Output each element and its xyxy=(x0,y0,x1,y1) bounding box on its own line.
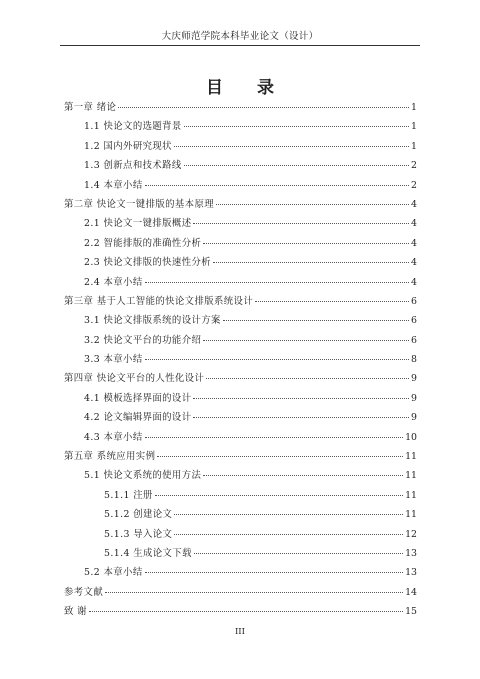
toc-entry-title: 1.2 国内外研究现状 xyxy=(84,140,172,152)
toc-entry-page: 13 xyxy=(405,547,417,559)
toc-entry xyxy=(64,506,417,525)
toc-entry-title: 2.2 智能排版的准确性分析 xyxy=(84,237,202,249)
toc-entry-page: 11 xyxy=(405,470,417,482)
toc-entry-title: 5.1 快论文系统的使用方法 xyxy=(84,470,202,482)
toc-entry xyxy=(64,254,417,273)
page-number: III xyxy=(234,627,246,637)
toc-entry-page: 15 xyxy=(405,606,417,618)
toc-entry-page: 6 xyxy=(411,295,417,307)
toc-entry-page: 4 xyxy=(411,276,417,288)
toc-dot-leader xyxy=(118,107,409,108)
toc-entry xyxy=(64,235,417,254)
toc-entry-title: 4.1 模板选择界面的设计 xyxy=(84,392,192,404)
toc-entry xyxy=(64,99,417,118)
toc-entry-title: 参考文献 xyxy=(64,586,104,598)
toc-dot-leader xyxy=(174,146,409,147)
toc-entry-page: 10 xyxy=(405,431,417,443)
toc-entry-title: 第四章 快论文平台的人性化设计 xyxy=(64,373,205,385)
toc-entry-page: 6 xyxy=(411,334,417,346)
toc-entry xyxy=(64,429,417,448)
toc-dot-leader xyxy=(216,204,409,205)
toc-dot-leader xyxy=(203,243,409,244)
toc-dot-leader xyxy=(145,359,409,360)
toc-entry-title: 5.1.1 注册 xyxy=(104,489,153,501)
toc-entry-page: 4 xyxy=(411,198,417,210)
toc-entry-title: 4.3 本章小结 xyxy=(84,431,143,443)
toc-entry-title: 3.2 快论文平台的功能介绍 xyxy=(84,334,202,346)
toc-entry xyxy=(64,332,417,351)
toc-entry xyxy=(64,409,417,428)
toc-dot-leader xyxy=(223,320,409,321)
toc-entry-title: 2.3 快论文排版的快速性分析 xyxy=(84,257,212,269)
toc-dot-leader xyxy=(206,378,409,379)
header-rule xyxy=(60,45,420,46)
toc-entry-title: 4.2 论文编辑界面的设计 xyxy=(84,412,192,424)
toc-entry-page: 2 xyxy=(411,160,417,172)
toc-dot-leader xyxy=(203,475,403,476)
toc-entry xyxy=(64,351,417,370)
toc-entry xyxy=(64,545,417,564)
toc-dot-leader xyxy=(145,572,403,573)
toc-dot-leader xyxy=(157,456,403,457)
toc-entry xyxy=(64,526,417,545)
toc-entry xyxy=(64,370,417,389)
toc-entry xyxy=(64,118,417,137)
toc-entry-page: 11 xyxy=(405,509,417,521)
table-of-contents xyxy=(64,99,417,623)
toc-entry-page: 14 xyxy=(405,586,417,598)
toc-entry-title: 第五章 系统应用实例 xyxy=(64,451,156,463)
toc-dot-leader xyxy=(213,262,409,263)
toc-entry xyxy=(64,467,417,486)
toc-dot-leader xyxy=(184,165,409,166)
toc-entry xyxy=(64,293,417,312)
toc-dot-leader xyxy=(184,126,409,127)
toc-entry-page: 9 xyxy=(411,412,417,424)
toc-entry-page: 1 xyxy=(411,140,417,152)
toc-entry-page: 12 xyxy=(405,528,417,540)
toc-entry-title: 5.1.4 生成论文下载 xyxy=(104,547,192,559)
toc-entry-page: 6 xyxy=(411,315,417,327)
toc-dot-leader xyxy=(255,301,409,302)
toc-dot-leader xyxy=(89,611,403,612)
toc-entry-title: 第三章 基于人工智能的快论文排版系统设计 xyxy=(64,295,254,307)
toc-entry-page: 13 xyxy=(405,567,417,579)
toc-entry xyxy=(64,274,417,293)
toc-entry xyxy=(64,603,417,622)
toc-entry-page: 2 xyxy=(411,179,417,191)
toc-dot-leader xyxy=(105,592,403,593)
toc-dot-leader xyxy=(145,437,403,438)
toc-entry-title: 2.4 本章小结 xyxy=(84,276,143,288)
toc-entry xyxy=(64,390,417,409)
toc-entry xyxy=(64,584,417,603)
toc-dot-leader xyxy=(145,282,409,283)
toc-entry-page: 8 xyxy=(411,354,417,366)
toc-entry xyxy=(64,157,417,176)
toc-dot-leader xyxy=(193,398,409,399)
toc-dot-leader xyxy=(174,534,403,535)
toc-dot-leader xyxy=(145,185,409,186)
toc-dot-leader xyxy=(174,514,403,515)
toc-entry-title: 1.3 创新点和技术路线 xyxy=(84,160,182,172)
toc-entry-page: 4 xyxy=(411,257,417,269)
toc-entry-page: 11 xyxy=(405,451,417,463)
toc-dot-leader xyxy=(193,417,409,418)
toc-entry xyxy=(64,138,417,157)
toc-dot-leader xyxy=(194,553,403,554)
toc-entry xyxy=(64,215,417,234)
running-header: 大庆师范学院本科毕业论文（设计） xyxy=(161,31,319,42)
toc-entry-title: 致 谢 xyxy=(64,606,87,618)
toc-entry-page: 9 xyxy=(411,392,417,404)
toc-entry xyxy=(64,196,417,215)
toc-entry-page: 11 xyxy=(405,489,417,501)
toc-dot-leader xyxy=(155,495,403,496)
toc-entry-title: 2.1 快论文一键排版概述 xyxy=(84,218,192,230)
toc-entry-page: 9 xyxy=(411,373,417,385)
toc-entry-title: 3.3 本章小结 xyxy=(84,354,143,366)
toc-dot-leader xyxy=(193,223,409,224)
toc-entry-title: 1.1 快论文的选题背景 xyxy=(84,121,182,133)
toc-entry-title: 5.1.2 创建论文 xyxy=(104,509,173,521)
toc-entry-page: 4 xyxy=(411,218,417,230)
toc-entry-title: 3.1 快论文排版系统的设计方案 xyxy=(84,315,221,327)
toc-entry-page: 1 xyxy=(411,121,417,133)
toc-entry-title: 1.4 本章小结 xyxy=(84,179,143,191)
toc-dot-leader xyxy=(203,340,409,341)
toc-entry-page: 4 xyxy=(411,237,417,249)
page-title: 目 录 xyxy=(206,78,288,98)
toc-entry xyxy=(64,177,417,196)
toc-entry xyxy=(64,312,417,331)
toc-entry xyxy=(64,487,417,506)
toc-entry xyxy=(64,448,417,467)
toc-entry-title: 5.2 本章小结 xyxy=(84,567,143,579)
toc-entry-page: 1 xyxy=(411,102,417,113)
toc-entry-title: 第二章 快论文一键排版的基本原理 xyxy=(64,198,215,210)
toc-entry-title: 第一章 绪论 xyxy=(64,102,117,113)
toc-entry-title: 5.1.3 导入论文 xyxy=(104,528,173,540)
toc-entry xyxy=(64,564,417,583)
